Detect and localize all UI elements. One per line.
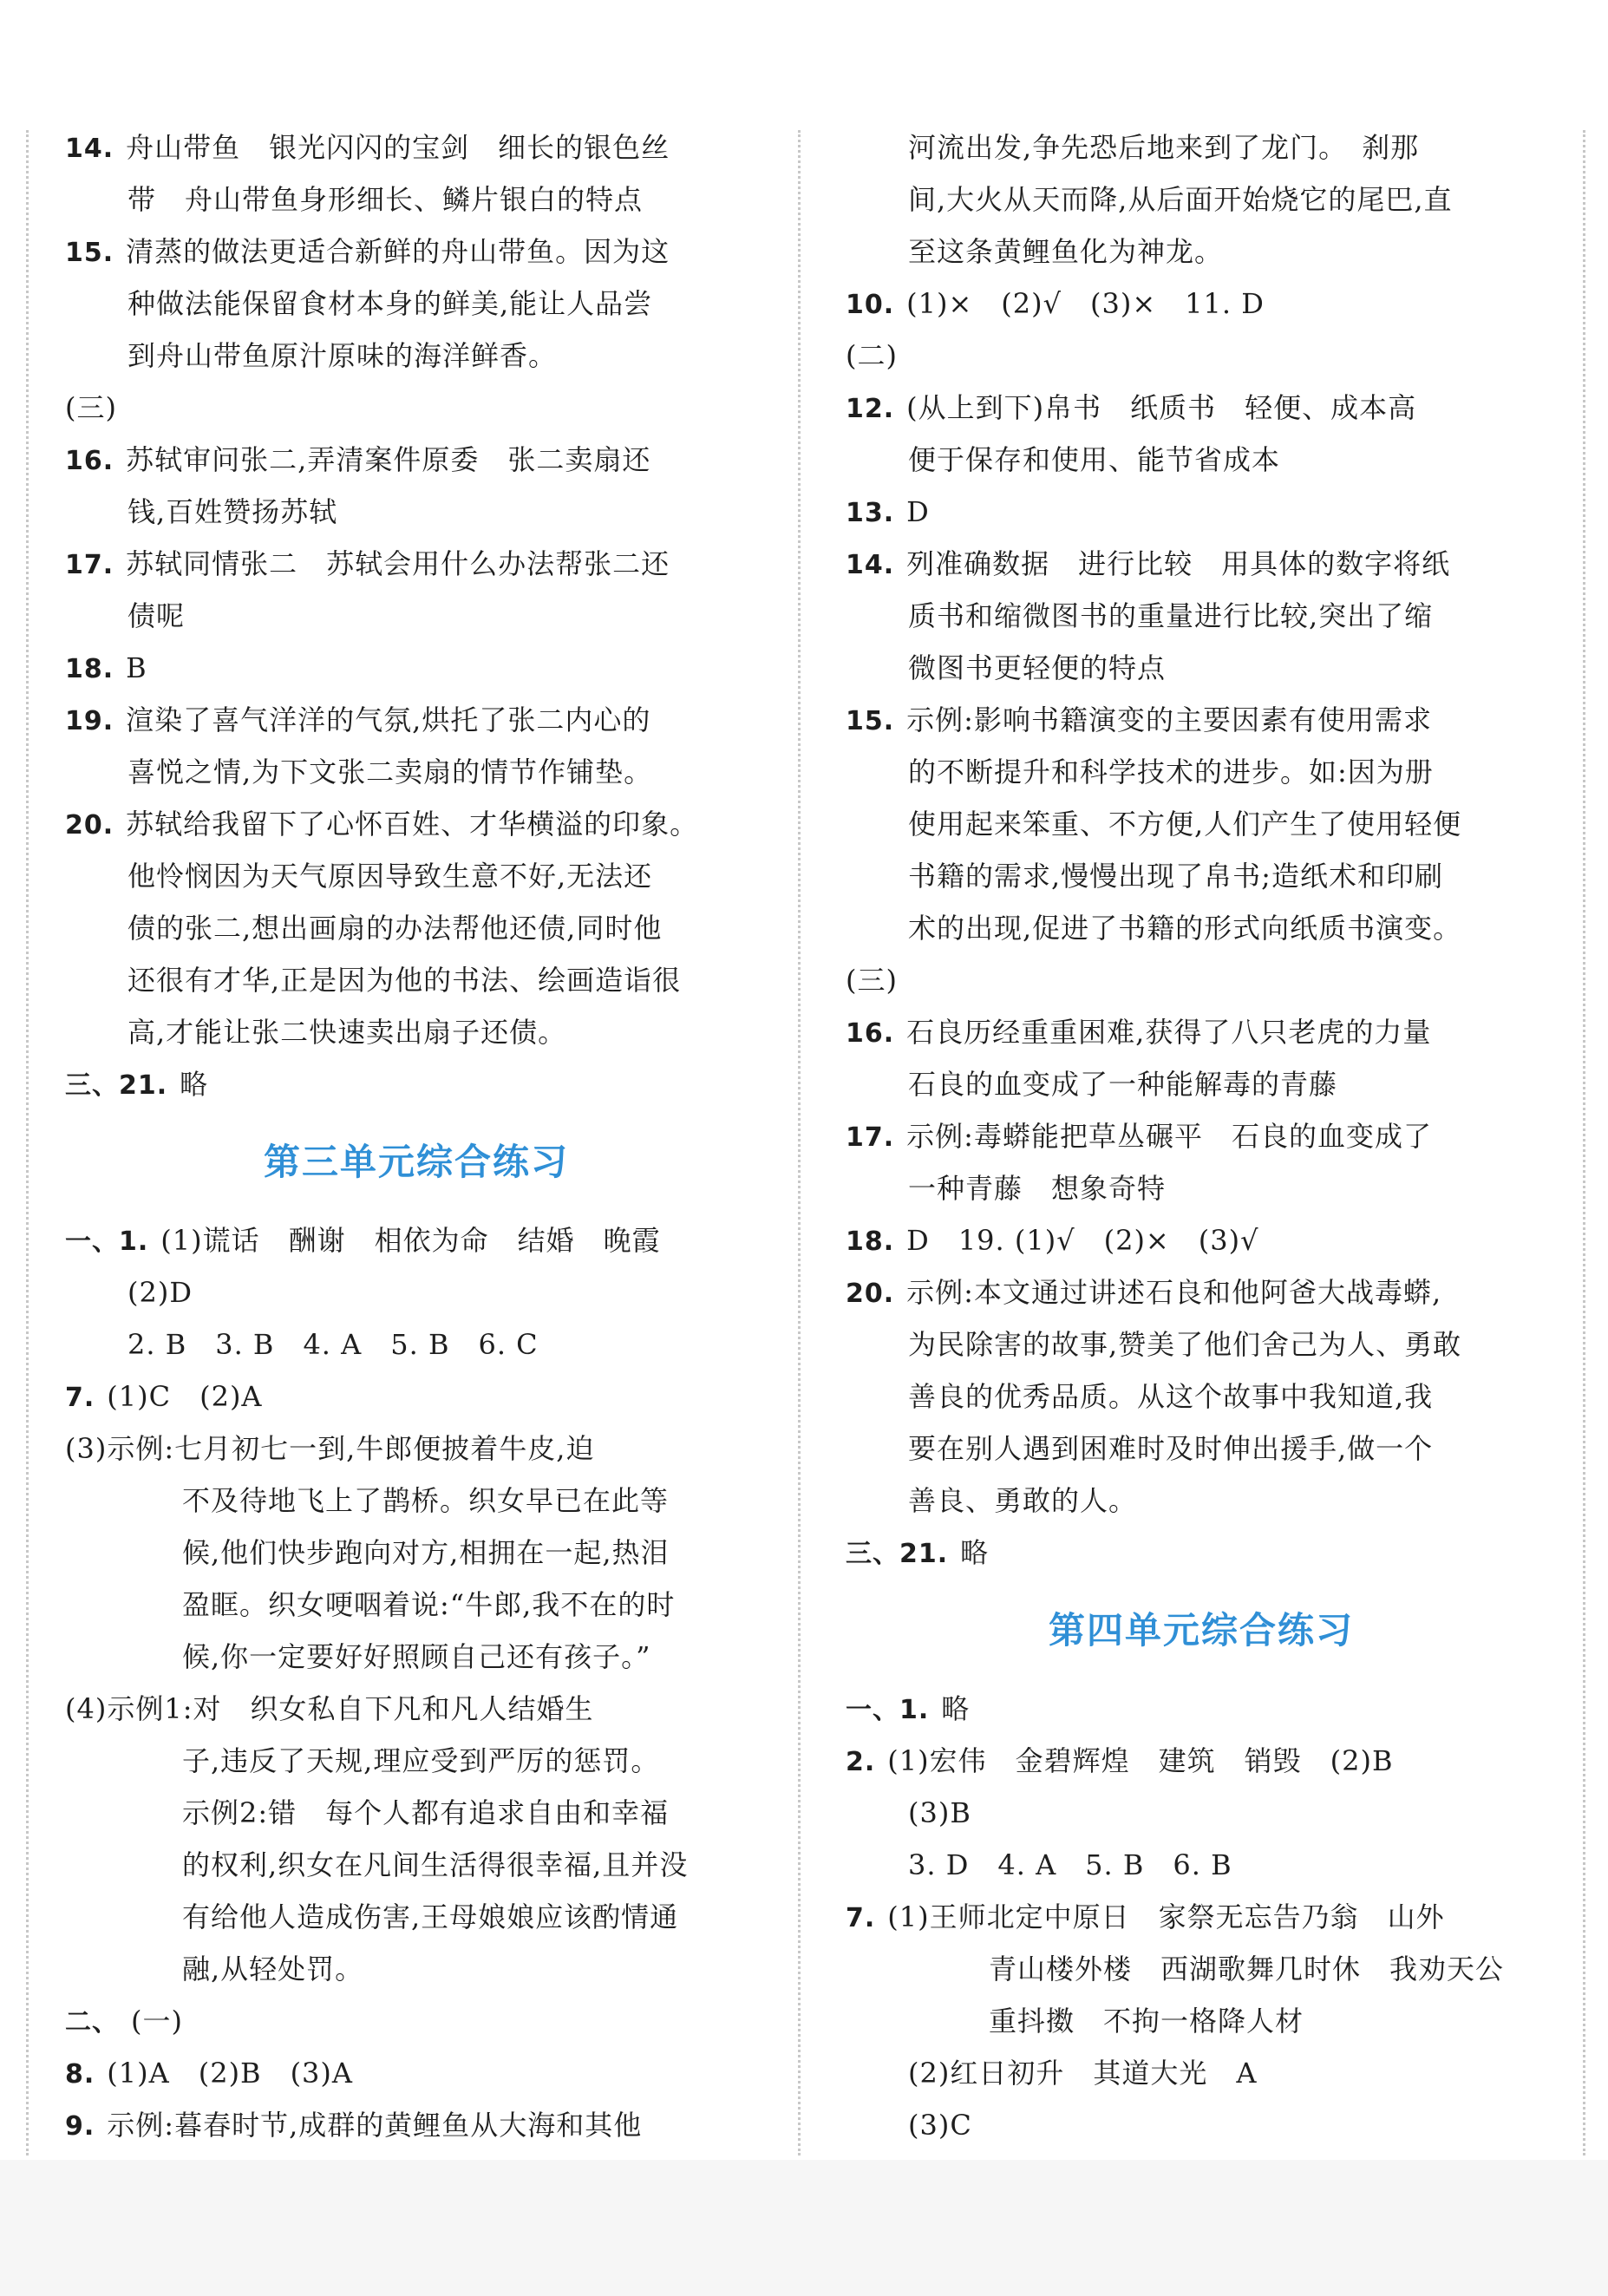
answer-text: 的权利,织女在凡间生活得很幸福,且并没 [182, 1848, 689, 1881]
question-number: 15. [846, 706, 895, 736]
answer-text: 间,大火从天而降,从后面开始烧它的尾巴,直 [908, 183, 1453, 216]
answer-text: (1)C (2)A [107, 1380, 263, 1413]
answer-text: D 19. (1)√ (2)× (3)√ [906, 1224, 1259, 1257]
answer-text: (4)示例1:对 织女私自下凡和凡人结婚生 [65, 1692, 594, 1725]
answer-text: (二) [846, 339, 898, 372]
right-column [846, 121, 1557, 2151]
answer-text: (3)C [908, 2109, 972, 2142]
question-number: 15. [65, 238, 114, 268]
answer-text: (1)× (2)√ (3)× 11. D [906, 287, 1265, 320]
answer-text: 子,违反了天规,理应受到严厉的惩罚。 [182, 1744, 660, 1777]
answer-line [846, 2047, 1557, 2099]
answer-line [846, 1787, 1557, 1839]
question-number: 三、21. [65, 1070, 168, 1101]
answer-text: 河流出发,争先恐后地来到了龙门。 刹那 [908, 131, 1420, 164]
answer-text: 他怜悯因为天气原因导致生意不好,无法还 [127, 860, 653, 893]
answer-text: 一种青藤 想象奇特 [908, 1172, 1167, 1205]
answer-text: 示例:本文通过讲述石良和他阿爸大战毒蟒, [906, 1276, 1442, 1309]
answer-text: 盈眶。织女哽咽着说:“牛郎,我不在的时 [182, 1588, 676, 1621]
answer-text: 不及待地飞上了鹊桥。织女早已在此等 [182, 1484, 670, 1517]
answer-text: 示例:毒蟒能把草丛碾平 石良的血变成了 [906, 1120, 1432, 1153]
question-number: 7. [65, 1383, 95, 1413]
answer-line [65, 798, 768, 850]
answer-line [65, 1006, 768, 1058]
answer-text: 重抖擞 不拘一格降人材 [989, 2005, 1304, 2038]
answer-text: 高,才能让张二快速卖出扇子还债。 [127, 1016, 567, 1049]
answer-line [65, 1423, 768, 1475]
answer-line [65, 538, 768, 590]
answer-text: 示例2:错 每个人都有追求自由和幸福 [182, 1796, 670, 1829]
answer-text: 略 [941, 1692, 971, 1725]
answer-line [846, 1058, 1557, 1110]
question-number: 三、21. [846, 1539, 949, 1569]
answer-line [65, 1631, 768, 1683]
right-margin-rule [1583, 130, 1585, 2155]
answer-line [846, 1214, 1557, 1266]
answer-line [846, 1318, 1557, 1370]
answer-text: D [906, 495, 930, 528]
left-column [65, 121, 768, 2151]
answer-line [65, 382, 768, 434]
question-number: 13. [846, 498, 895, 528]
answer-line [846, 746, 1557, 798]
answer-line [846, 382, 1557, 434]
answer-line [846, 590, 1557, 642]
answer-text: 为民除害的故事,赞美了他们舍己为人、勇敢 [908, 1328, 1462, 1361]
answer-line [846, 642, 1557, 694]
answer-line [846, 1527, 1557, 1579]
center-column-rule [798, 130, 801, 2155]
answer-line [846, 1943, 1557, 1995]
answer-text: 债呢 [127, 599, 186, 632]
answer-text: (三) [65, 391, 117, 424]
answer-text: 善良的优秀品质。从这个故事中我知道,我 [908, 1380, 1434, 1413]
page-bottom-band [0, 2160, 1608, 2296]
question-number: 16. [65, 446, 114, 476]
answer-text: 至这条黄鲤鱼化为神龙。 [908, 235, 1224, 268]
answer-line [65, 1058, 768, 1110]
answer-line [846, 1162, 1557, 1214]
answer-text: 术的出现,促进了书籍的形式向纸质书演变。 [908, 912, 1462, 945]
answer-line [846, 1006, 1557, 1058]
answer-text: 3. D 4. A 5. B 6. B [908, 1848, 1232, 1881]
answer-line [65, 590, 768, 642]
answer-line [846, 173, 1557, 226]
question-number: 19. [65, 706, 114, 736]
question-number: 20. [65, 810, 114, 841]
answer-line [65, 642, 768, 694]
question-number: 2. [846, 1747, 876, 1777]
answer-text: 的不断提升和科学技术的进步。如:因为册 [908, 756, 1434, 788]
answer-text: 候,你一定要好好照顾自己还有孩子。” [182, 1640, 651, 1673]
answer-text: (一) [131, 2005, 183, 2038]
section-title: 第四单元综合练习 [1048, 1609, 1354, 1652]
answer-text: 要在别人遇到困难时及时伸出援手,做一个 [908, 1432, 1434, 1465]
answer-line [65, 902, 768, 954]
answer-line [65, 1891, 768, 1943]
answer-text: (1)谎话 酬谢 相依为命 结婚 晚霞 [160, 1224, 661, 1257]
answer-line [65, 1318, 768, 1370]
question-number: 14. [65, 134, 114, 164]
answer-text: (三) [846, 964, 898, 997]
question-number: 二、 [65, 2007, 119, 2038]
answer-text: 舟山带鱼 银光闪闪的宝剑 细长的银色丝 [126, 131, 670, 164]
answer-line [846, 850, 1557, 902]
answer-line [65, 954, 768, 1006]
answer-line [65, 1266, 768, 1318]
answer-line [65, 121, 768, 173]
answer-line [65, 746, 768, 798]
answer-line [65, 1735, 768, 1787]
answer-line [846, 278, 1557, 330]
question-number: 12. [846, 394, 895, 424]
answer-line [846, 1735, 1557, 1787]
answer-text: 2. B 3. B 4. A 5. B 6. C [127, 1328, 539, 1361]
left-margin-rule [26, 130, 29, 2155]
answer-text: (3)B [908, 1796, 971, 1829]
answer-line [846, 1475, 1557, 1527]
question-number: 18. [65, 654, 114, 684]
answer-text: (1)王师北定中原日 家祭无忘告乃翁 山外 [887, 1900, 1445, 1933]
answer-text: 石良的血变成了一种能解毒的青藤 [908, 1068, 1338, 1101]
answer-line [65, 1995, 768, 2047]
answer-line [65, 1475, 768, 1527]
answer-text: 质书和缩微图书的重量进行比较,突出了缩 [908, 599, 1434, 632]
answer-text: 石良历经重重困难,获得了八只老虎的力量 [906, 1016, 1432, 1049]
question-number: 20. [846, 1279, 895, 1309]
answer-line [846, 1266, 1557, 1318]
answer-line [65, 1787, 768, 1839]
answer-text: 有给他人造成伤害,王母娘娘应该酌情通 [182, 1900, 679, 1933]
answer-text: 种做法能保留食材本身的鲜美,能让人品尝 [127, 287, 653, 320]
answer-line [846, 1839, 1557, 1891]
answer-line [846, 1995, 1557, 2047]
question-number: 17. [65, 550, 114, 580]
question-number: 17. [846, 1122, 895, 1153]
answer-line [846, 1683, 1557, 1735]
answer-text: (2)D [127, 1276, 193, 1309]
answer-text: 略 [180, 1068, 209, 1101]
answer-text: 苏轼同情张二 苏轼会用什么办法帮张二还 [126, 547, 670, 580]
answer-line [65, 1370, 768, 1423]
question-number: 16. [846, 1018, 895, 1049]
answer-line [65, 1214, 768, 1266]
answer-line [65, 226, 768, 278]
answer-text: (2)红日初升 其道大光 A [908, 2057, 1258, 2090]
answer-line [65, 850, 768, 902]
answer-text: 示例:影响书籍演变的主要因素有使用需求 [906, 703, 1432, 736]
question-number: 8. [65, 2059, 95, 2090]
answer-line [65, 1579, 768, 1631]
section-title: 第三单元综合练习 [263, 1141, 569, 1183]
answer-text: 清蒸的做法更适合新鲜的舟山带鱼。因为这 [126, 235, 670, 268]
answer-text: 苏轼给我留下了心怀百姓、才华横溢的印象。 [126, 808, 699, 841]
question-number: 9. [65, 2111, 95, 2142]
answer-text: 带 舟山带鱼身形细长、鳞片银白的特点 [127, 183, 644, 216]
answer-text: 债的张二,想出画扇的办法帮他还债,同时他 [127, 912, 663, 945]
answer-text: 略 [960, 1536, 990, 1569]
answer-text: 渲染了喜气洋洋的气氛,烘托了张二内心的 [126, 703, 651, 736]
answer-line [65, 1839, 768, 1891]
answer-line [846, 486, 1557, 538]
answer-line [65, 1943, 768, 1995]
answer-text: 还很有才华,正是因为他的书法、绘画造诣很 [127, 964, 682, 997]
answer-text: 苏轼审问张二,弄清案件原委 张二卖扇还 [126, 443, 651, 476]
question-number: 14. [846, 550, 895, 580]
answer-text: 青山楼外楼 西湖歌舞几时休 我劝天公 [989, 1953, 1505, 1985]
answer-line [846, 434, 1557, 486]
answer-line [65, 278, 768, 330]
question-number: 18. [846, 1226, 895, 1257]
answer-line [65, 2099, 768, 2151]
answer-line [65, 694, 768, 746]
question-number: 一、1. [846, 1695, 930, 1725]
answer-line [846, 1423, 1557, 1475]
answer-line [846, 954, 1557, 1006]
answer-text: (1)A (2)B (3)A [107, 2057, 354, 2090]
answer-line [846, 1891, 1557, 1943]
answer-line [846, 538, 1557, 590]
answer-line [65, 434, 768, 486]
answer-line [846, 694, 1557, 746]
answer-text: (从上到下)帛书 纸质书 轻便、成本高 [906, 391, 1417, 424]
answer-text: 喜悦之情,为下文张二卖扇的情节作铺垫。 [127, 756, 653, 788]
answer-line [846, 226, 1557, 278]
answer-text: 到舟山带鱼原汁原味的海洋鲜香。 [127, 339, 558, 372]
answer-text: 示例:暮春时节,成群的黄鲤鱼从大海和其他 [107, 2109, 643, 2142]
answer-line [65, 1683, 768, 1735]
answer-line [846, 1370, 1557, 1423]
answer-text: 列准确数据 进行比较 用具体的数字将纸 [906, 547, 1451, 580]
answer-line [65, 173, 768, 226]
answer-text: 钱,百姓赞扬苏轼 [127, 495, 338, 528]
answer-line [65, 486, 768, 538]
answer-text: (3)示例:七月初七一到,牛郎便披着牛皮,迫 [65, 1432, 595, 1465]
question-number: 7. [846, 1903, 876, 1933]
question-number: 一、1. [65, 1226, 149, 1257]
answer-line [846, 2099, 1557, 2151]
answer-text: 便于保存和使用、能节省成本 [908, 443, 1281, 476]
answer-line [846, 1110, 1557, 1162]
answer-line [846, 798, 1557, 850]
answer-text: 善良、勇敢的人。 [908, 1484, 1138, 1517]
answer-text: 微图书更轻便的特点 [908, 651, 1167, 684]
answer-line [846, 121, 1557, 173]
answer-line [65, 2047, 768, 2099]
answer-text: (1)宏伟 金碧辉煌 建筑 销毁 (2)B [887, 1744, 1394, 1777]
answer-text: 融,从轻处罚。 [182, 1953, 364, 1985]
answer-line [65, 1527, 768, 1579]
question-number: 10. [846, 290, 895, 320]
answer-line [846, 902, 1557, 954]
answer-text: B [126, 651, 147, 684]
answer-text: 候,他们快步跑向对方,相拥在一起,热泪 [182, 1536, 670, 1569]
answer-line [846, 330, 1557, 382]
answer-line [65, 330, 768, 382]
answer-text: 书籍的需求,慢慢出现了帛书;造纸术和印刷 [908, 860, 1443, 893]
answer-text: 使用起来笨重、不方便,人们产生了使用轻便 [908, 808, 1462, 841]
